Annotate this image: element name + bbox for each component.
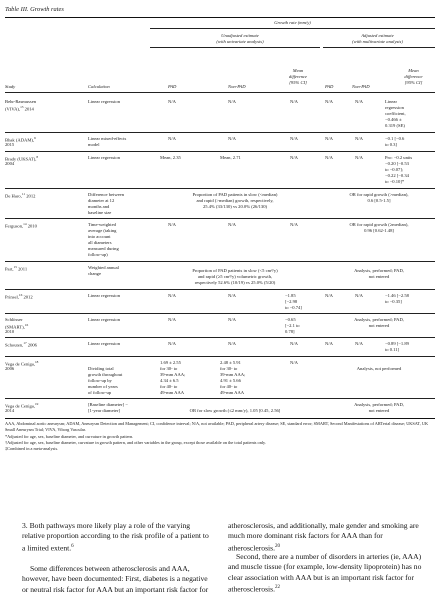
header-group-rule bbox=[150, 28, 435, 29]
row5-calc-6: follow-up) bbox=[88, 252, 108, 257]
row4-calc-2: diameter at 12 bbox=[88, 198, 115, 203]
row6-adj-2: not entered bbox=[368, 274, 390, 279]
row4-rule bbox=[5, 218, 435, 219]
row10-nonpad-2: for 30- to bbox=[220, 366, 238, 371]
row9-anon: N/A bbox=[355, 341, 363, 346]
table-caption: Table III. Growth rates bbox=[5, 6, 64, 13]
row9-nonpad: N/A bbox=[228, 341, 236, 346]
row7-diff-2: [−2.98 bbox=[285, 299, 298, 304]
header-nonpad: Non-PAD bbox=[228, 84, 246, 89]
row8-adj-2: not entered bbox=[368, 323, 390, 328]
row10-calc-4: number of years bbox=[88, 384, 118, 389]
row1-calc: Linear regression bbox=[88, 99, 121, 104]
header-adj-mean-1: Mean bbox=[408, 68, 419, 73]
row4-calc-1: Difference between bbox=[88, 192, 125, 197]
row6-unadj-2: and rapid (≥5 cm³/y) volumetric growth, bbox=[197, 274, 273, 279]
row8-study-1: Schlösser bbox=[5, 317, 23, 322]
row1-adiff-5: 0.319 (SE) bbox=[385, 123, 405, 128]
row4-unadj-2: and rapid (>median) growth, respectively, bbox=[196, 198, 274, 203]
row3-nonpad: Mean, 2.71 bbox=[220, 155, 241, 160]
body-paragraph-right-2: Second, there are a number of disorders in arteries (ie, AAA) and muscle tissue (for example, low-density lipoprotein) has no clear association with AAA but is an important risk factor for atherosclerosis.$^{22}$ bbox=[228, 552, 422, 594]
row7-diff-1: −1.85 bbox=[285, 293, 296, 298]
row7-apad: N/A bbox=[325, 293, 333, 298]
row2-anon: N/A bbox=[355, 136, 363, 141]
row11-calc-1: [Baseline diameter] − bbox=[88, 402, 128, 407]
header-mean-1: Mean bbox=[292, 68, 304, 73]
row9-apad: N/A bbox=[325, 341, 333, 346]
row5-nonpad: N/A bbox=[228, 222, 236, 227]
row10-calc-1: Dividing total bbox=[88, 366, 114, 371]
row10-pad-2: for 30- to bbox=[160, 366, 178, 371]
row8-adj-1: Analysis, performed; PAD, bbox=[354, 317, 404, 322]
row10-adj: Analysis, not performed bbox=[356, 366, 402, 371]
header-mean-2: difference bbox=[288, 74, 308, 79]
row4-adj-1: OR for rapid growth (>median), bbox=[349, 192, 409, 197]
header-study: Study bbox=[5, 84, 16, 89]
row5-adj-1: OR for rapid growth (≥median), bbox=[349, 222, 409, 227]
row3-adiff-3: to −0.07]; bbox=[385, 167, 404, 172]
row2-diff: N/A bbox=[290, 136, 298, 141]
body-paragraph-right-1: atherosclerosis, and additionally, male gender and smoking are much more dominant risk factors for AAA than for atherosclerosis.$^{20}$ bbox=[228, 521, 419, 553]
row1-adiff-1: Linear bbox=[385, 99, 397, 104]
row1-adiff-3: coefficient, bbox=[385, 111, 406, 116]
row8-diff-1: −0.65 bbox=[285, 317, 296, 322]
row1-diff: N/A bbox=[290, 99, 298, 104]
header-adj-mean-2: difference bbox=[404, 74, 423, 79]
row1-nonpad: N/A bbox=[228, 99, 236, 104]
row7-rule bbox=[5, 313, 435, 314]
row11-calc-2: [1-year diameter] bbox=[88, 408, 121, 413]
row3-study-2: 2004 bbox=[5, 161, 15, 166]
header-adj-rule bbox=[323, 47, 435, 48]
row4-unadj-1: Proportion of PAD patients in slow (<median) bbox=[192, 192, 278, 197]
row3-rule bbox=[5, 188, 435, 189]
table-bottom-rule bbox=[5, 418, 435, 419]
footnote-abbreviations: AAA, Abdominal aortic aneurysm; ADAM, Aneurysm Detection and Management; CI, confidence interval; N/A, not available; PAD, peripheral artery disease; SE, standard error; SMART, Second Manifestations of ARTerial disease; UKSAT, UK Small Aneurysm Trial; VIVA, Viborg Vascular. bbox=[5, 421, 429, 432]
footnote-2: †Adjusted for age, sex, baseline diameter, curvature in growth pattern, and other variables in the group, except those available on the total patients only. bbox=[5, 440, 266, 445]
row9-adiff-1: −0.89 [−1.89 bbox=[385, 341, 409, 346]
row1-study-2: (VIVA),$^{13}$ 2014 bbox=[5, 105, 34, 112]
row7-adiff-2: to −0.35] bbox=[385, 299, 402, 304]
header-adj-mean-3: [95% CI] bbox=[404, 80, 423, 85]
row10-calc-5: of follow-up bbox=[88, 390, 112, 395]
row1-adiff-2: regression bbox=[385, 105, 404, 110]
header-unadjusted: Unadjusted estimate bbox=[221, 33, 259, 38]
row9-rule bbox=[5, 356, 435, 357]
row8-rule bbox=[5, 337, 435, 338]
row6-calc-1: Weighted annual bbox=[88, 265, 119, 270]
row10-pad-4: 4.34 ± 6.5 bbox=[160, 378, 179, 383]
row3-diff: N/A bbox=[290, 155, 298, 160]
row1-apad: N/A bbox=[325, 99, 333, 104]
row8-diff-2: [−2.1 to bbox=[285, 323, 300, 328]
row4-calc-3: months and bbox=[88, 204, 110, 209]
row11-study-2: 2014 bbox=[5, 408, 15, 413]
row5-calc-3: into account bbox=[88, 234, 111, 239]
row10-study-1: Vega de Ceniga,$^{18}$ bbox=[5, 360, 39, 367]
header-adjusted-sub: (with multivariate analysis) bbox=[352, 39, 403, 44]
header-adj-nonpad: Non-PAD bbox=[352, 84, 370, 89]
row3-adiff-4: −0.22 [−0.34 bbox=[385, 173, 409, 178]
row10-nonpad-4: 4.91 ± 5.66 bbox=[220, 378, 241, 383]
row8-pad: N/A bbox=[168, 317, 176, 322]
row10-rule bbox=[5, 398, 435, 399]
row9-calc: Linear regression bbox=[88, 341, 121, 346]
header-unadj-rule bbox=[150, 47, 320, 48]
row1-pad: N/A bbox=[168, 99, 176, 104]
row10-calc-2: growth throughout bbox=[88, 372, 123, 377]
body-list-item-3: 3. Both pathways more likely play a role of the varying relative proportion according to the risk profile of a patient to a limited extent.$^6$ bbox=[22, 521, 209, 553]
row2-calc-1: Linear mixed-effects bbox=[88, 136, 127, 141]
table-top-rule bbox=[5, 17, 435, 18]
row11-adj-1: Analysis, performed; PAD, bbox=[354, 402, 404, 407]
row8-study-2: (SMART),$^{16}$ bbox=[5, 323, 29, 330]
row5-calc-4: all diameters bbox=[88, 240, 112, 245]
row6-rule bbox=[5, 289, 435, 290]
row6-unadj-3: respectively 52.6% (10/19) vs 25.0% (5/20) bbox=[194, 280, 276, 285]
header-bottom-rule bbox=[5, 92, 435, 93]
row4-calc-4: baseline size bbox=[88, 210, 112, 215]
row6-adj-1: Analysis, performed; PAD, bbox=[354, 268, 404, 273]
row6-unadj-1: Proportion of PAD patients in slow (<5 cm³/y) bbox=[192, 268, 278, 273]
row10-diff: N/A bbox=[290, 360, 298, 365]
row7-adiff-1: −1.46 [−2.58 bbox=[385, 293, 409, 298]
row3-adiff-5: to −0.10]* bbox=[385, 179, 405, 184]
row10-nonpad-6: 49-mm AAA bbox=[220, 390, 245, 395]
row10-nonpad-5: for 40- to bbox=[220, 384, 238, 389]
row3-anon: N/A bbox=[355, 155, 363, 160]
row10-pad-1: 1.69 ± 2.55 bbox=[160, 360, 181, 365]
row2-rule bbox=[5, 151, 435, 152]
row10-nonpad-1: 2.48 ± 5.91 bbox=[220, 360, 241, 365]
row7-study: Prinsel,$^{16}$ 2012 bbox=[5, 293, 33, 300]
row5-study: Ferguson,$^{14}$ 2010 bbox=[5, 222, 37, 229]
row8-calc: Linear regression bbox=[88, 317, 121, 322]
row3-apad: N/A bbox=[325, 155, 333, 160]
row5-calc-1: Time-weighted bbox=[88, 222, 116, 227]
row6-study: Part,$^{15}$ 2011 bbox=[5, 265, 28, 272]
header-adjusted: Adjusted estimate bbox=[361, 33, 394, 38]
row10-pad-3: 39-mm AAA; bbox=[160, 372, 186, 377]
row7-anon: N/A bbox=[355, 293, 363, 298]
row5-calc-5: measured during bbox=[88, 246, 119, 251]
row5-calc-2: average (taking bbox=[88, 228, 117, 233]
header-growth-rate: Growth rate (mm/y) bbox=[274, 20, 311, 25]
row2-apad: N/A bbox=[325, 136, 333, 141]
footnote-1: *Adjusted for age, sex, baseline diameter, and curvature in growth pattern. bbox=[5, 434, 134, 439]
row6-calc-2: change bbox=[88, 271, 102, 276]
row4-study: De Haro,$^{11}$ 2012 bbox=[5, 192, 36, 199]
row5-diff: N/A bbox=[290, 222, 298, 227]
row5-rule bbox=[5, 261, 435, 262]
row10-calc-3: follow-up by bbox=[88, 378, 112, 383]
row9-diff: N/A bbox=[290, 341, 298, 346]
row9-pad: N/A bbox=[168, 341, 176, 346]
row8-study-3: 2010 bbox=[5, 329, 15, 334]
row2-adiff-1: −0.1 [−0.6 bbox=[385, 136, 405, 141]
row4-adj-2: 0.6 [0.5-1.5] bbox=[367, 198, 391, 203]
row8-nonpad: N/A bbox=[228, 317, 236, 322]
row2-study-2: 2015 bbox=[5, 142, 15, 147]
row7-calc: Linear regression bbox=[88, 293, 121, 298]
row2-nonpad: N/A bbox=[228, 136, 236, 141]
header-adj-pad: PAD bbox=[325, 84, 334, 89]
row1-anon: N/A bbox=[355, 99, 363, 104]
row4-unadj-3: 25.4% (33/130) vs 20.0% (26/130) bbox=[202, 204, 268, 209]
header-unadjusted-sub: (with univariate analysis) bbox=[216, 39, 264, 44]
header-mean-3: [95% CI] bbox=[289, 80, 307, 85]
row3-pad: Mean, 2.35 bbox=[160, 155, 181, 160]
header-calculation: Calculation bbox=[88, 84, 110, 89]
row10-nonpad-3: 39-mm AAA; bbox=[220, 372, 246, 377]
row5-adj-2: 0.96 [0.62-1.48] bbox=[364, 228, 394, 233]
row7-nonpad: N/A bbox=[228, 293, 236, 298]
row11-adj-2: not entered bbox=[368, 408, 390, 413]
row7-diff-3: to −0.74] bbox=[285, 305, 302, 310]
row2-study-1: Bhak (ADAM),$^6$ bbox=[5, 136, 36, 143]
row9-study: Schouten,$^{17}$ 2006 bbox=[5, 341, 37, 348]
row2-adiff-2: to 0.3] bbox=[385, 142, 397, 147]
row11-study-1: Vega de Ceniga,$^{19}$ bbox=[5, 402, 39, 409]
row1-adiff-4: −0.466 ± bbox=[385, 117, 402, 122]
row8-diff-3: 0.78] bbox=[285, 329, 295, 334]
row2-pad: N/A bbox=[168, 136, 176, 141]
row10-study-2: 2006 bbox=[5, 366, 15, 371]
row5-pad: N/A bbox=[168, 222, 176, 227]
footnote-3: ‡Combined in a meta-analysis. bbox=[5, 446, 59, 451]
row1-rule bbox=[5, 132, 435, 133]
row11-unadj: OR for slow growth (≤2 mm/y), 1.05 [0.45, 2.56] bbox=[189, 408, 281, 413]
row3-adiff-1: Pro: −0.2 units bbox=[385, 155, 413, 160]
row10-pad-6: 49-mm AAA bbox=[160, 390, 185, 395]
row3-study-1: Brady (UKSAT),$^8$ bbox=[5, 155, 39, 162]
body-paragraph-left: Some differences between atherosclerosis and AAA, however, have been documented: First, diabetes is a negative or neutral risk factor for AAA but an important risk factor for bbox=[22, 564, 209, 594]
row3-calc: Linear regression bbox=[88, 155, 121, 160]
row7-pad: N/A bbox=[168, 293, 176, 298]
row9-adiff-2: to 0.11] bbox=[385, 347, 400, 352]
row10-pad-5: for 40- to bbox=[160, 384, 178, 389]
row3-adiff-2: −0.20 [−0.53 bbox=[385, 161, 409, 166]
header-pad: PAD bbox=[168, 84, 177, 89]
row1-study-1: Behr-Rasmussen bbox=[5, 99, 37, 104]
row2-calc-2: model bbox=[88, 142, 100, 147]
